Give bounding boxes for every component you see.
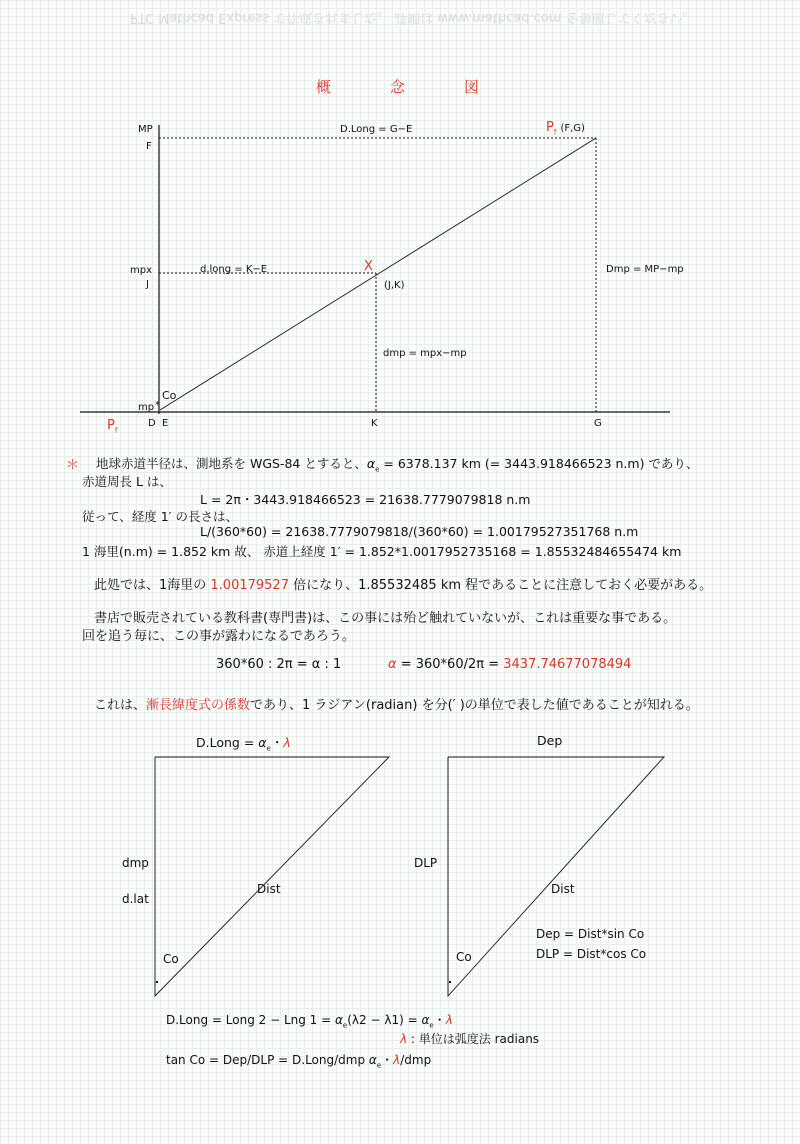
- f2-lambda: λ: [400, 1032, 408, 1046]
- paragraph-3-b: であり、1 ラジアン(radian) を分(′ )の単位で表した値であることが知れる。: [250, 698, 699, 713]
- pf-top-letter: P: [546, 120, 554, 135]
- label-mpx: mpx: [130, 265, 153, 276]
- small-dlong-label: d.long = K−E: [200, 264, 268, 275]
- pf-top-coord: (F,G): [560, 123, 585, 134]
- body-line-2: 赤道周長 L は、: [82, 474, 172, 489]
- label-mp: mp: [138, 402, 155, 413]
- f3-alpha: α: [368, 1053, 377, 1067]
- f1-sub: e: [342, 1021, 348, 1030]
- tr-eq-dlp: DLP = Dist*cos Co: [536, 947, 647, 961]
- tl-angle-co: Co: [163, 952, 179, 966]
- alpha-sub: e: [375, 465, 380, 474]
- tl-hyp-dist: Dist: [257, 882, 281, 896]
- triangle-left: [155, 757, 389, 996]
- pf-top-label: [546, 120, 585, 137]
- tl-top-dot: ・: [270, 735, 284, 750]
- label-J: J: [146, 279, 149, 290]
- dlong-label: D.Long = G−E: [340, 124, 413, 135]
- body-line-3: L = 2π・3443.918466523 = 21638.7779079818 n.m: [200, 492, 531, 507]
- tr-eq-dep: Dep = Dist*sin Co: [536, 927, 645, 941]
- pf-top-sub: f: [553, 128, 557, 137]
- f1-lambda: λ: [445, 1013, 453, 1027]
- tr-angle-co: Co: [456, 950, 472, 964]
- dmp-label: dmp = mpx−mp: [383, 348, 467, 359]
- formula-1: [166, 1011, 453, 1029]
- asterisk-mark: ＊: [66, 458, 80, 473]
- f1-alpha2: α: [421, 1013, 430, 1027]
- formula-3: [166, 1051, 431, 1069]
- paragraph-3: [94, 694, 699, 713]
- alpha-formula: [388, 657, 631, 672]
- paragraph-1-red: 1.00179527: [210, 578, 289, 593]
- label-E: E: [162, 418, 169, 429]
- body-line-1-rest: = 6378.137 km (= 3443.918466523 n.m) であり、: [379, 456, 699, 471]
- tl-side-dmp: dmp: [122, 856, 149, 870]
- paragraph-1-b: 倍になり、1.85532485 km 程であることに注意しておく必要がある。: [288, 578, 713, 593]
- paragraph-3-red: 漸長緯度式の係数: [146, 698, 251, 713]
- paragraph-2-line-1: 書店で販売されている教科書(専門書)は、この事には殆ど触れていないが、これは重要な事である。: [94, 611, 677, 626]
- tr-top-dep: Dep: [537, 733, 563, 748]
- pf-bottom-letter: P: [107, 418, 115, 433]
- f3-dot: ・: [381, 1053, 394, 1067]
- label-G: G: [594, 418, 602, 429]
- pf-bottom-sub: f: [114, 426, 118, 435]
- triangle-left-top-label: [196, 733, 291, 753]
- f2-rest: : 単位は弧度法 radians: [407, 1032, 540, 1046]
- alpha-symbol: α: [366, 456, 376, 471]
- label-K: K: [371, 418, 378, 429]
- tl-top-sub: e: [266, 744, 271, 753]
- f1-mid: (λ2 − λ1) =: [347, 1013, 422, 1027]
- tl-top-lambda: λ: [283, 735, 291, 750]
- f1-a: D.Long = Long 2 − Lng 1 =: [166, 1013, 335, 1027]
- f3-a: tan Co = Dep/DLP = D.Long/dmp: [166, 1053, 369, 1067]
- paragraph-2-line-2: 回を追う毎に、この事が露わになるであろう。: [82, 629, 355, 644]
- x-coord-label: (J,K): [384, 280, 405, 291]
- formula-2: [400, 1030, 539, 1047]
- paragraph-1-a: 此処では、1海里の: [94, 578, 211, 593]
- tr-hyp-dist: Dist: [551, 882, 575, 896]
- body-line-4: 従って、経度 1′ の長さは、: [82, 509, 238, 524]
- pf-bottom-label: [107, 418, 117, 435]
- f3-lambda: λ: [393, 1053, 401, 1067]
- f1-alpha: α: [335, 1013, 343, 1027]
- tl-side-dlat: d.lat: [122, 892, 149, 906]
- ratio-formula: 360*60 : 2π = α : 1: [216, 657, 342, 672]
- paragraph-1: [94, 574, 712, 593]
- label-MP: MP: [138, 124, 153, 135]
- alpha-formula-symbol: α: [388, 657, 397, 672]
- star-mark: *: [155, 400, 160, 411]
- co-label: Co: [162, 389, 177, 402]
- body-line-5: L/(360*60) = 21638.7779079818/(360*60) = 1.00179527351768 n.m: [200, 524, 639, 539]
- tr-side-dlp: DLP: [414, 856, 438, 870]
- mirrored-header-text: PTC Mathcad Express で作成されました。 詳細は www.mathcad.com を参照してください。: [130, 10, 696, 25]
- f1-dot: ・: [433, 1013, 446, 1027]
- f3-rest: /dmp: [400, 1053, 432, 1067]
- alpha-formula-value: 3437.74677078494: [503, 657, 632, 672]
- body-line-6: 1 海里(n.m) = 1.852 km 故、 赤道上経度 1′ = 1.852*1.0017952735168 = 1.85532484655474 km: [82, 544, 682, 559]
- page-title: 概 念 図: [316, 78, 502, 96]
- f1-sub2: e: [429, 1021, 434, 1030]
- body-line-1: [96, 454, 698, 474]
- x-mark: X: [364, 259, 373, 274]
- alpha-formula-mid: = 360*60/2π =: [396, 657, 504, 672]
- f3-sub: e: [376, 1061, 382, 1070]
- label-F: F: [146, 141, 152, 152]
- tl-top-alpha: α: [258, 735, 267, 750]
- Dmp-label: Dmp = MP−mp: [606, 264, 684, 275]
- tl-top-text: D.Long =: [196, 735, 259, 750]
- body-line-1-text: 地球赤道半径は、測地系を WGS-84 とすると、: [96, 456, 367, 471]
- label-D: D: [148, 418, 156, 429]
- paragraph-3-a: これは、: [94, 698, 147, 713]
